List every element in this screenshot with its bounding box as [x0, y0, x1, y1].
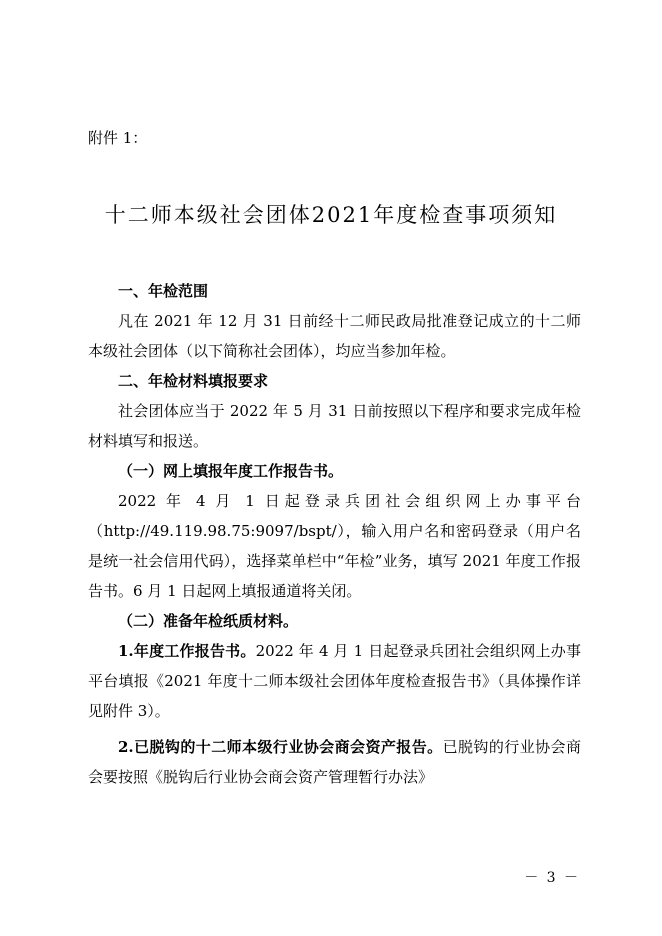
- section-1-paragraph: 凡在 2021 年 12 月 31 日前经十二师民政局批准登记成立的十二师本级社会团体（以下简称社会团体），均应当参加年检。: [88, 312, 581, 360]
- item-1-paragraph: [88, 636, 581, 726]
- section-1-heading: 一、年检范围: [118, 282, 209, 300]
- item-1-text: 2022 年 4 月 1 日起登录兵团社会组织网上办事平台填报《2021 年度十二师本级社会团体年度检查报告书》（具体操作详见附件 3）。: [88, 642, 581, 720]
- item-1-lead: 1.年度工作报告书。: [118, 642, 256, 660]
- item-2-text: 已脱钩的行业协会商会要按照《脱钩后行业协会商会资产管理暂行办法》: [88, 738, 581, 786]
- section-2-paragraph: 社会团体应当于 2022 年 5 月 31 日前按照以下程序和要求完成年检材料填写和报送。: [88, 402, 581, 450]
- document-body: [88, 276, 581, 792]
- page-number: － 3 －: [524, 870, 580, 886]
- item-2-paragraph: [88, 732, 581, 792]
- subsection-1-paragraph: 2022 年 4 月 1 日起登录兵团社会组织网上办事平台（http://49.119.98.75:9097/bspt/），输入用户名和密码登录（用户名是统一社会信用代码），选择菜单栏中“年检”业务，填写 2021 年度工作报告书。6 月 1 日起网上填报通道将关闭。: [88, 492, 581, 600]
- attachment-label: 附件 1：: [88, 129, 148, 147]
- item-2-lead: 2.已脱钩的十二师本级行业协会商会资产报告。: [118, 738, 443, 756]
- document-title: 十二师本级社会团体2021年度检查事项须知: [104, 203, 558, 227]
- subsection-2-heading: （二）准备年检纸质材料。: [118, 612, 299, 630]
- section-2-heading: 二、年检材料填报要求: [118, 372, 269, 390]
- subsection-1-heading: （一）网上填报年度工作报告书。: [118, 462, 344, 480]
